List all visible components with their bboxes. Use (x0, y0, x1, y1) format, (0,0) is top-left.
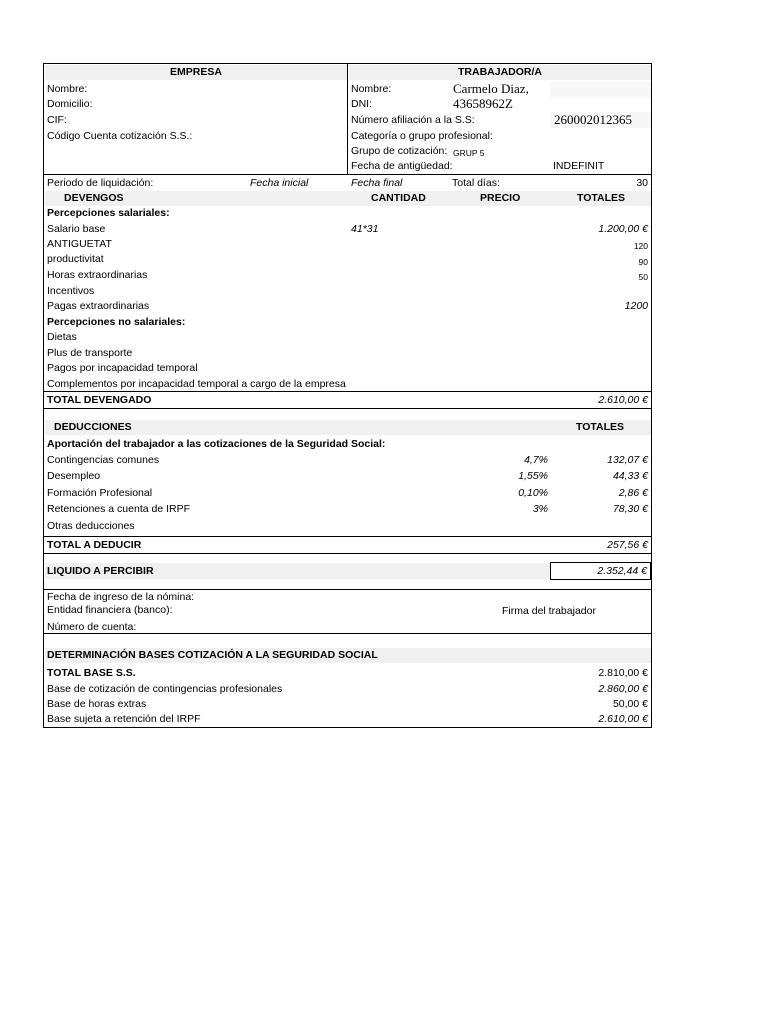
empresa-codigo-cuenta-label: Código Cuenta cotización S.S.: (47, 130, 193, 142)
salario-base-label: Salario base (47, 223, 106, 235)
base-irpf-value: 2.610,00 € (598, 713, 648, 725)
trabajador-afiliacion-value: 260002012365 (554, 112, 632, 127)
base-contingencias-prof-label: Base de cotización de contingencias profesionales (47, 683, 283, 695)
entidad-financiera-label: Entidad financiera (banco): (47, 604, 173, 616)
deduccion-row-total: 132,07 € (607, 454, 648, 466)
trabajador-nombre-label: Nombre: (351, 83, 392, 95)
deduccion-row-total: 78,30 € (612, 503, 648, 515)
horas-extra-label: Horas extraordinarias (47, 269, 148, 281)
percepciones-salariales-heading: Percepciones salariales: (47, 207, 170, 219)
trabajador-heading: TRABAJADOR/A (458, 66, 542, 78)
pagas-extra-label: Pagas extraordinarias (47, 300, 150, 312)
periodo-total-dias-label: Total días: (452, 177, 500, 189)
antiguetat-total: 120 (633, 241, 648, 251)
deduccion-row-pct: 1,55% (518, 470, 548, 482)
trabajador-grupo-label: Grupo de cotización: (351, 145, 448, 157)
total-base-value: 2.810,00 € (598, 667, 648, 679)
total-deducir-label: TOTAL A DEDUCIR (47, 539, 142, 551)
salario-base-total: 1.200,00 € (598, 223, 648, 235)
trabajador-dni-label: DNI: (351, 98, 372, 110)
empresa-heading: EMPRESA (170, 66, 222, 78)
fecha-ingreso-label: Fecha de ingreso de la nómina: (47, 591, 195, 603)
deducciones-totales-heading: TOTALES (576, 421, 625, 433)
trabajador-afiliacion-label: Número afiliación a la S.S: (351, 114, 475, 126)
base-irpf-label: Base sujeta a retención del IRPF (47, 713, 201, 725)
deduccion-row-label: Otras deducciones (47, 520, 135, 532)
pagos-it-label: Pagos por incapacidad temporal (47, 362, 198, 374)
deduccion-row-label: Formación Profesional (47, 487, 153, 499)
periodo-fecha-inicial: Fecha inicial (250, 177, 309, 189)
trabajador-categoria-label: Categoría o grupo profesional: (351, 130, 493, 142)
percepciones-no-salariales-heading: Percepciones no salariales: (47, 316, 186, 328)
rule-liquido-bottom (44, 589, 651, 590)
total-devengado-label: TOTAL DEVENGADO (47, 394, 152, 406)
rule-total-deducir-bottom (44, 553, 651, 554)
periodo-label: Periodo de liquidación: (47, 177, 154, 189)
antiguetat-label: ANTIGUETAT (47, 238, 112, 250)
totales-heading: TOTALES (577, 192, 626, 204)
productivitat-label: productivitat (47, 253, 104, 265)
periodo-fecha-final: Fecha final (351, 177, 403, 189)
deduccion-row-total: 2,86 € (618, 487, 648, 499)
trabajador-dni-value: 43658962Z (453, 96, 513, 111)
header-divider (347, 64, 348, 175)
incentivos-label: Incentivos (47, 285, 95, 297)
total-base-label: TOTAL BASE S.S. (47, 667, 136, 679)
rule-total-devengado-bottom (44, 408, 651, 409)
base-horas-extras-value: 50,00 € (612, 698, 648, 710)
pagas-extra-total: 1200 (624, 300, 648, 312)
devengos-heading: DEVENGOS (64, 192, 124, 204)
complementos-it-label: Complementos por incapacidad temporal a cargo de la empresa (47, 378, 346, 390)
rule-total-deducir-top (44, 536, 651, 537)
empresa-cif-label: CIF: (47, 114, 67, 126)
precio-heading: PRECIO (480, 192, 521, 204)
deducciones-heading: DEDUCCIONES (54, 421, 132, 433)
horas-extra-total: 50 (638, 272, 648, 282)
rule-total-devengado-top (44, 391, 651, 392)
deduccion-row-label: Retenciones a cuenta de IRPF (47, 503, 191, 515)
deduccion-row-pct: 0,10% (518, 487, 548, 499)
salario-base-cantidad: 41*31 (351, 223, 379, 235)
plus-transporte-label: Plus de transporte (47, 347, 133, 359)
bases-heading: DETERMINACIÓN BASES COTIZACIÓN A LA SEGURIDAD SOCIAL (47, 649, 378, 661)
cantidad-heading: CANTIDAD (371, 192, 426, 204)
deduccion-row-total: 44,33 € (612, 470, 648, 482)
base-horas-extras-label: Base de horas extras (47, 698, 147, 710)
aportacion-heading: Aportación del trabajador a las cotizaciones de la Seguridad Social: (47, 438, 386, 450)
empresa-nombre-label: Nombre: (47, 83, 88, 95)
deduccion-row-pct: 3% (532, 503, 548, 515)
liquido-label: LIQUIDO A PERCIBIR (47, 565, 154, 577)
trabajador-grupo-value: GRUP 5 (453, 148, 485, 158)
dietas-label: Dietas (47, 331, 77, 343)
trabajador-antiguedad-value: INDEFINIT (553, 160, 605, 172)
total-deducir-value: 257,56 € (607, 539, 648, 551)
deduccion-row-label: Contingencias comunes (47, 454, 160, 466)
trabajador-nombre-value: Carmelo Diaz, (453, 81, 529, 96)
liquido-value: 2.352,44 € (597, 565, 647, 577)
productivitat-total: 90 (638, 257, 648, 267)
deduccion-row-label: Desempleo (47, 470, 101, 482)
base-contingencias-prof-value: 2.860,00 € (598, 683, 648, 695)
numero-cuenta-label: Número de cuenta: (47, 621, 137, 633)
empresa-domicilio-label: Domicilio: (47, 98, 93, 110)
periodo-total-dias-value: 30 (636, 177, 648, 189)
trabajador-antiguedad-label: Fecha de antigüedad: (351, 160, 453, 172)
rule-periodo (44, 174, 651, 175)
firma-trabajador-label: Firma del trabajador (502, 605, 596, 617)
total-devengado-value: 2.610,00 € (598, 394, 648, 406)
deduccion-row-pct: 4,7% (524, 454, 548, 466)
